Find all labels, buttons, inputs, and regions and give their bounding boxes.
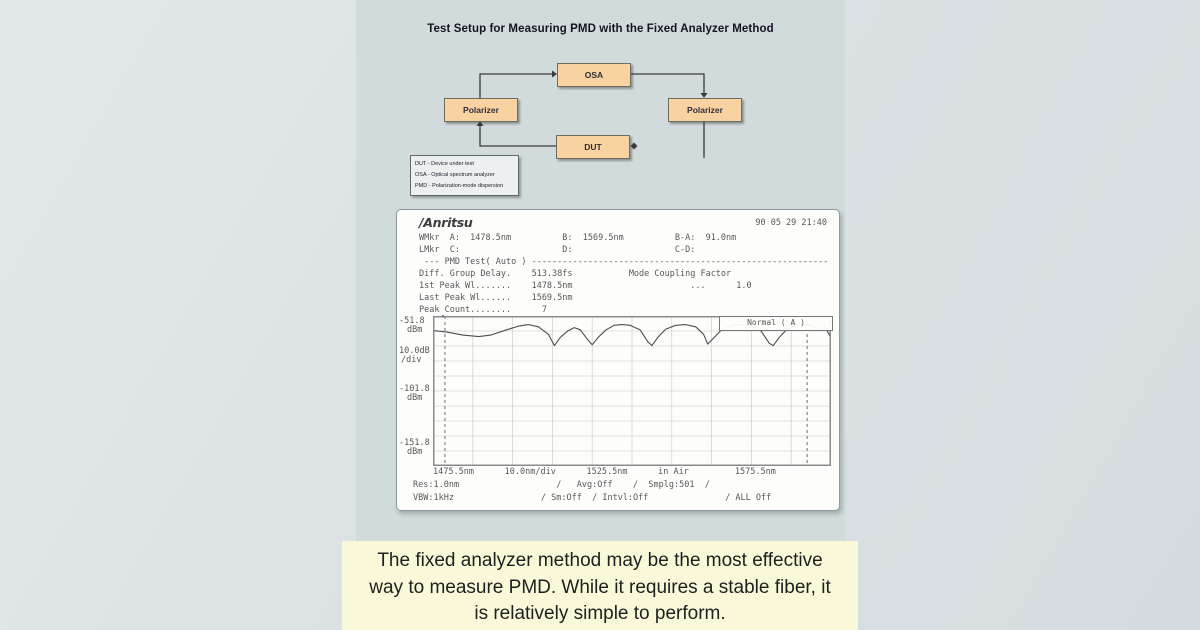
- y-unit-mid: dBm: [407, 393, 423, 403]
- caption-line: is relatively simple to perform.: [474, 603, 726, 624]
- y-unit-bottom: dBm: [407, 447, 423, 457]
- caption-line: way to measure PMD. While it requires a stable fiber, it: [369, 576, 831, 598]
- box-polarizer-right: Polarizer: [668, 98, 742, 122]
- analyzer-screen: [396, 209, 840, 511]
- spectrum-trace-plot: [433, 316, 831, 466]
- screen-line: LMkr C: D: C-D:: [419, 245, 696, 255]
- y-label-mid: -101.8: [399, 384, 430, 394]
- screen-line: WMkr A: 1478.5nm B: 1569.5nm B-A: 91.0nm: [419, 233, 737, 243]
- anritsu-logo: /Anritsu: [419, 215, 473, 230]
- y-scale-unit: /div: [401, 355, 422, 365]
- trace-mode-badge: Normal ( A ): [719, 316, 833, 331]
- legend-line: OSA - Optical spectrum analyzer: [415, 172, 495, 178]
- diagram-panel: [356, 0, 845, 541]
- marker-a-tick-icon: ▾: [441, 313, 445, 320]
- screen-datetime: 90 05 29 21:40: [755, 218, 827, 228]
- legend-line: DUT - Device under test: [415, 161, 474, 167]
- caption-box: [342, 541, 858, 630]
- y-unit-top: dBm: [407, 325, 423, 335]
- screen-line: 1st Peak Wl....... 1478.5nm ... 1.0: [419, 281, 752, 291]
- screen-line: --- PMD Test( Auto ) ----------------------------------------------------------: [419, 257, 829, 267]
- y-label-bottom: -151.8: [399, 438, 430, 448]
- settings-row-1: Res:1.0nm / Avg:Off / Smplg:501 /: [413, 480, 710, 490]
- box-polarizer-left: Polarizer: [444, 98, 518, 122]
- dut-connector-mark: [631, 143, 638, 150]
- box-osa: OSA: [557, 63, 631, 87]
- x-axis-labels: 1475.5nm 10.0nm/div 1525.5nm in Air 1575.5nm: [433, 467, 776, 477]
- abbreviation-legend: [410, 155, 519, 196]
- screen-line: Last Peak Wl...... 1569.5nm: [419, 293, 573, 303]
- box-dut: DUT: [556, 135, 630, 159]
- settings-row-2: VBW:1kHz / Sm:Off / Intvl:Off / ALL Off: [413, 493, 772, 503]
- screen-line: Peak Count........ 7: [419, 305, 547, 315]
- figure-title: Test Setup for Measuring PMD with the Fixed Analyzer Method: [427, 23, 774, 35]
- legend-line: PMD - Polarization-mode dispersion: [415, 183, 504, 189]
- measurement-readout: [419, 232, 828, 316]
- y-label-top: -51.8: [399, 316, 425, 326]
- y-scale: 10.0dB: [399, 346, 430, 356]
- spectrum-chart: [433, 313, 831, 466]
- caption-line: The fixed analyzer method may be the most effective: [377, 550, 823, 571]
- screen-line: Diff. Group Delay. 513.38fs Mode Coupling Factor: [419, 269, 732, 279]
